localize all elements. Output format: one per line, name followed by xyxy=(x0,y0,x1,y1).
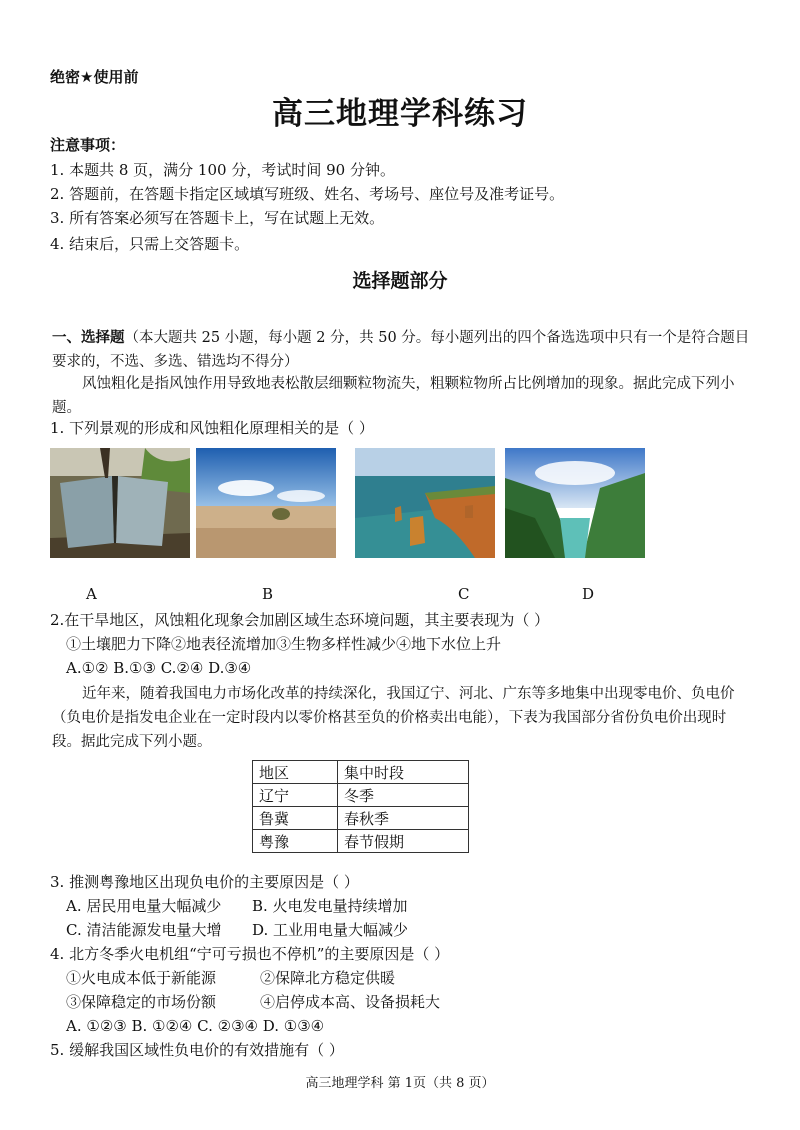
notice-item-3: 3. 所有答案必须写在答题卡上，写在试题上无效。 xyxy=(50,209,385,227)
q3-option-a: A. 居民用电量大幅减少 xyxy=(66,897,222,915)
table-row xyxy=(253,830,469,853)
table-row xyxy=(253,784,469,807)
q5-stem: 5. 缓解我国区域性负电价的有效措施有（ ） xyxy=(50,1041,344,1059)
q1-stem: 1. 下列景观的形成和风蚀粗化原理相关的是（ ） xyxy=(50,419,374,437)
q3-option-d: D. 工业用电量大幅减少 xyxy=(252,921,409,939)
section-title: 选择题部分 xyxy=(352,270,448,292)
table-header-period: 集中时段 xyxy=(338,761,469,784)
table-header-region: 地区 xyxy=(253,761,338,784)
table-row xyxy=(253,807,469,830)
q4-item-2: ②保障北方稳定供暖 xyxy=(260,969,396,987)
photo-c-sea-stacks xyxy=(355,448,495,558)
page-footer: 高三地理学科 第 1页（共 8 页） xyxy=(305,1076,495,1091)
part1-text: （本大题共 25 小题，每小题 2 分，共 50 分。每小题列出的四个备选选项中只有一个是符合题目要求的，不选、多选、错选均不得分） xyxy=(52,330,750,370)
table-cell: 粤豫 xyxy=(253,830,338,853)
notice-item-2: 2. 答题前，在答题卡指定区域填写班级、姓名、考场号、座位号及准考证号。 xyxy=(50,185,565,203)
q4-item-3: ③保障稳定的市场份额 xyxy=(66,993,217,1011)
q4-item-4: ④启停成本高、设备损耗大 xyxy=(260,993,441,1011)
caption-a: A xyxy=(86,585,97,603)
q2-stem: 2.在干旱地区，风蚀粗化现象会加剧区域生态环境问题，其主要表现为（ ） xyxy=(50,611,550,629)
notice-item-1: 1. 本题共 8 页，满分 100 分，考试时间 90 分钟。 xyxy=(50,161,395,179)
confidential-mark: 绝密★使用前 xyxy=(50,68,139,86)
part1-label: 一、选择题 xyxy=(52,330,125,346)
q2-items: ①土壤肥力下降②地表径流增加③生物多样性减少④地下水位上升 xyxy=(66,635,502,653)
notice-item-4: 4. 结束后，只需上交答题卡。 xyxy=(50,235,250,253)
q4-item-1: ①火电成本低于新能源 xyxy=(66,969,217,987)
material-2: 近年来，随着我国电力市场化改革的持续深化，我国辽宁、河北、广东等多地集中出现零电价、负电价（负电价是指发电企业在一定时段内以零价格甚至负的价格卖出电能），下表为我国部分省份负电价出现时段。据此完成下列小题。 xyxy=(52,686,735,750)
notice-heading: 注意事项： xyxy=(50,136,126,154)
part1-instructions xyxy=(52,326,752,374)
table-cell: 春节假期 xyxy=(338,830,469,853)
material-1: 风蚀粗化是指风蚀作用导致地表松散层细颗粒物流失，粗颗粒物所占比例增加的现象。据此完成下列小题。 xyxy=(52,376,735,416)
caption-d: D xyxy=(582,585,595,603)
q3-option-b: B. 火电发电量持续增加 xyxy=(252,897,408,915)
table-header-row xyxy=(253,761,469,784)
photo-b-desert xyxy=(196,448,336,558)
q2-options: A.①② B.①③ C.②④ D.③④ xyxy=(66,659,252,677)
table-cell: 鲁冀 xyxy=(253,807,338,830)
table-cell: 冬季 xyxy=(338,784,469,807)
q4-options: A. ①②③ B. ①②④ C. ②③④ D. ①③④ xyxy=(66,1017,325,1035)
q4-stem: 4. 北方冬季火电机组“宁可亏损也不停机”的主要原因是（ ） xyxy=(50,945,450,963)
photo-a-cracked-rock xyxy=(50,448,190,558)
q3-stem: 3. 推测粤豫地区出现负电价的主要原因是（ ） xyxy=(50,873,359,891)
photo-d-gorge xyxy=(505,448,645,558)
caption-b: B xyxy=(262,585,274,603)
table-cell: 春秋季 xyxy=(338,807,469,830)
negative-price-table xyxy=(252,760,469,853)
table-cell: 辽宁 xyxy=(253,784,338,807)
page-title: 高三地理学科练习 xyxy=(272,96,528,132)
caption-c: C xyxy=(458,585,470,603)
q3-option-c: C. 清洁能源发电量大增 xyxy=(66,921,222,939)
